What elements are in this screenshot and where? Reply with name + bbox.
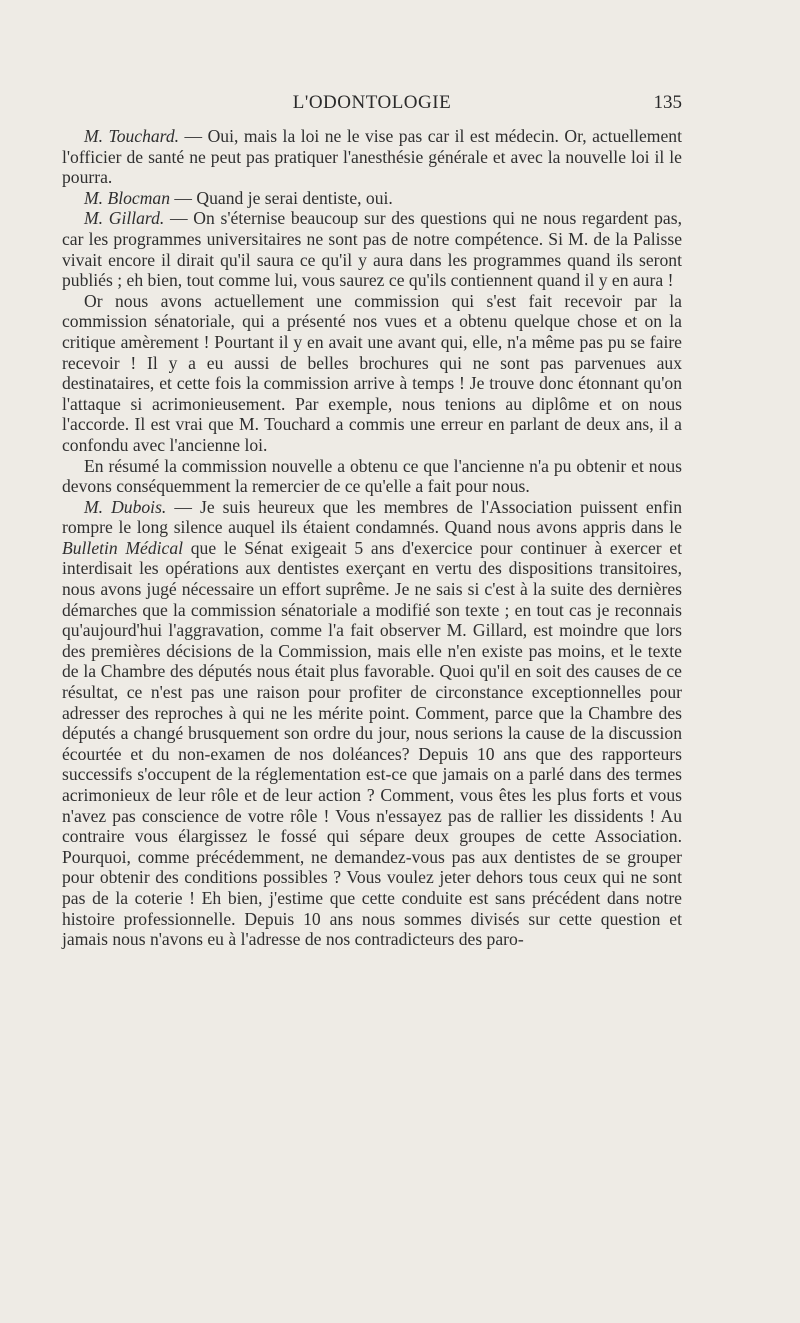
paragraph-dubois — [62, 497, 682, 950]
journal-title: L'ODONTOLOGIE — [292, 92, 452, 113]
speaker-name: M. Blocman — [84, 187, 170, 208]
paragraph-text: que le Sénat exigeait 5 ans d'exercice pour continuer à exercer et interdisait les opérations aux dentistes exerçant en vertu des dispositions transitoires, nous avons jugé nécessaire un effort suprême. Je ne sais si c'est à la suite des dernières démarches que la commission sénatoriale a modifié son texte ; en tout cas je reconnais qu'aujourd'hui l'aggravation, comme l'a fait observer M. Gillard, est moindre que lors des premières décisions de la Commission, mais elle n'en existe pas moins, et le texte de la Chambre des députés nous était plus favorable. Quoi qu'il en soit des causes de ce résultat, ce n'est pas une raison pour profiter de circonstance exceptionnelles pour adresser des reproches à qui ne les mérite point. Comment, parce que la Chambre des députés a changé brusquement son ordre du jour, nous serions la cause de la discussion écourtée et du non-examen de nos doléances? Depuis 10 ans que des rapporteurs successifs s'occupent de la réglementation est-ce que jamais on a parlé dans des termes acrimonieux de leur rôle et de leur action ? Comment, vous êtes les plus forts et vous n'avez pas conscience de votre rôle ! Vous n'essayez pas de rallier les dissidents ! Au contraire vous élargissez le fossé qui sépare deux groupes de cette Association. Pourquoi, comme précédemment, ne demandez-vous pas aux dentistes de se grouper pour obtenir des conditions possibles ? Vous voulez jeter dehors tous ceux qui ne sont pas de la coterie ! Eh bien, j'estime que cette conduite est sans précédent dans notre histoire professionnelle. Depuis 10 ans nous sommes divisés sur cette question et jamais nous n'avons eu à l'adresse de nos contradicteurs des paro- — [62, 537, 682, 950]
paragraph-text: En résumé la commission nouvelle a obtenu ce que l'ancienne n'a pu obtenir et nous devons conséquemment la remercier de ce qu'elle a fait pour nous. — [62, 455, 682, 497]
page-number: 135 — [653, 92, 682, 113]
paragraph-text: — Quand je serai dentiste, oui. — [170, 187, 393, 208]
paragraph-blocman — [62, 188, 682, 209]
paragraph-text: Or nous avons actuellement une commission qui s'est fait recevoir par la commission sénatoriale, qui a présenté nos vues et a obtenu quelque chose et on la critique amèrement ! Pourtant il y en avait une avant qui, elle, n'a même pas pu se faire recevoir ! Il y a eu aussi de belles brochures qui ne sont pas parvenues aux destinataires, et cette fois la commission arrive à temps ! Je trouve donc étonnant qu'on l'attaque si acrimonieusement. Par exemple, nous tenions au diplôme et on nous l'accorde. Il est vrai que M. Touchard a commis une erreur en parlant de deux ans, il a confondu avec l'ancienne loi. — [62, 290, 682, 455]
speaker-name: M. Dubois. — [84, 496, 167, 517]
paragraph-resume — [62, 456, 682, 497]
body-text — [62, 126, 682, 950]
paragraph-text: — Oui, mais la loi ne le vise pas car il est médecin. Or, actuellement l'officier de santé ne peut pas pratiquer l'anesthésie générale et avec la nouvelle loi il le pourra. — [62, 126, 682, 188]
speaker-name: M. Gillard. — [84, 208, 165, 229]
paragraph-text-intro: — Je suis heureux que les membres de l'Association puissent enfin rompre le long silence auquel ils étaient condamnés. Quand nous avons appris dans le — [62, 496, 682, 538]
paragraph-gillard — [62, 208, 682, 290]
speaker-name: M. Touchard. — [84, 126, 180, 146]
paragraph-commission — [62, 291, 682, 456]
paragraph-touchard — [62, 126, 682, 188]
running-header — [62, 92, 682, 118]
paragraph-text: — On s'éternise beaucoup sur des questions qui ne nous regardent pas, car les programmes universitaires ne sont pas de notre compétence. Si M. de la Palisse vivait encore il dirait qu'il saura ce qu'il y aura dans les programmes quand ils seront publiés ; eh bien, tout comme lui, vous saurez ce qu'ils contiennent quand il y en aura ! — [62, 208, 682, 291]
publication-title: Bulletin Médical — [62, 537, 184, 558]
